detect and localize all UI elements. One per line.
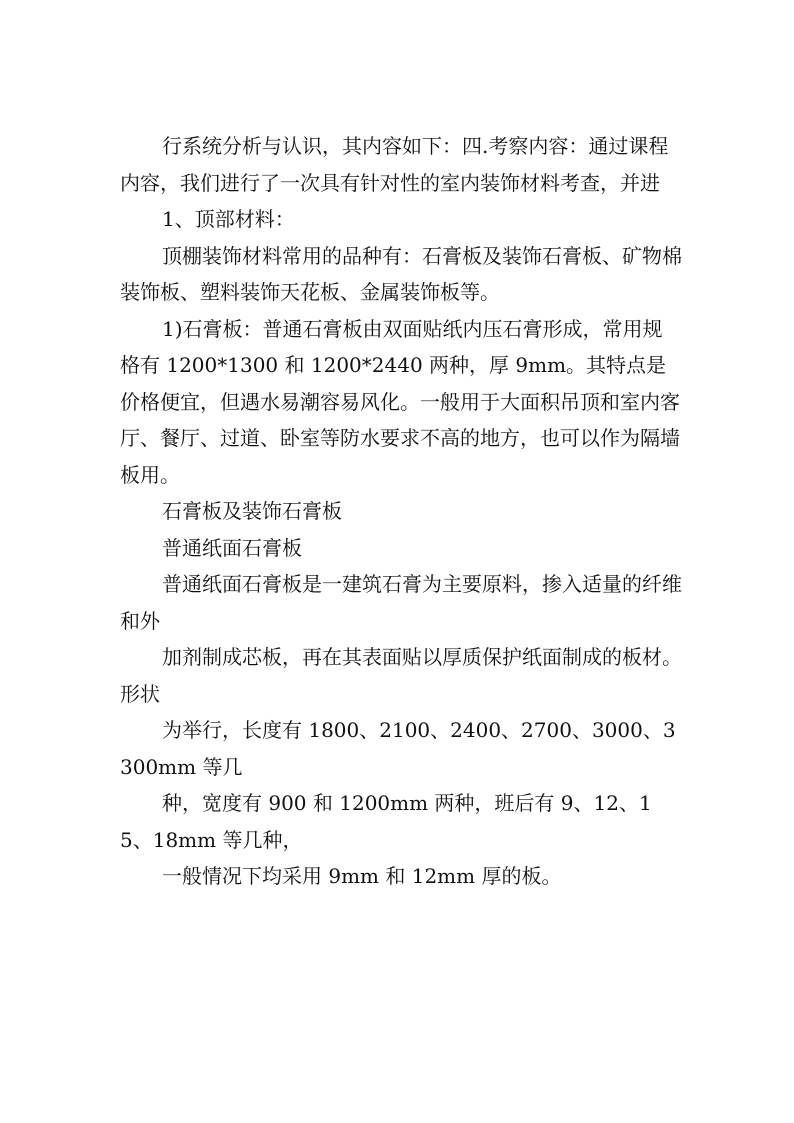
paragraph-paper-gypsum-line-5: 一般情况下均采用 9mm 和 12mm 厚的板。 [162,864,562,888]
paragraph-paper-gypsum-line-2: 加剂制成芯板，再在其表面贴以厚质保护纸面制成的板材。形状 [120,645,682,706]
paragraph-paper-gypsum-line-4: 种，宽度有 900 和 1200mm 两种，班后有 9、12、15、18mm 等几种， [120,791,652,852]
paragraph-gypsum-board: 1)石膏板：普通石膏板由双面贴纸内压石膏形成，常用规格有 1200*1300 和 1200*2440 两种，厚 9mm。其特点是价格便宜，但遇水易潮容易风化。一般用于大面积吊顶和室内客厅、餐厅、过道、卧室等防水要求不高的地方，也可以作为隔墙板用。 [120,316,680,487]
paragraph-intro: 行系统分析与认识，其内容如下：四.考察内容：通过课程内容，我们进行了一次具有针对性的室内装饰材料考查，并进 [120,134,669,195]
paragraph-paper-gypsum-line-3: 为举行，长度有 1800、2100、2400、2700、3000、3300mm 等几 [120,718,676,779]
subheading-paper-gypsum: 普通纸面石膏板 [162,535,302,560]
paragraph-paper-gypsum-line-1: 普通纸面石膏板是一建筑石膏为主要原料，掺入适量的纤维和外 [120,572,682,633]
subheading-gypsum-decorative: 石膏板及装饰石膏板 [162,499,342,523]
heading-ceiling-materials: 1、顶部材料： [162,207,295,231]
document-body [120,128,682,895]
paragraph-ceiling-varieties: 顶棚装饰材料常用的品种有：石膏板及装饰石膏板、矿物棉装饰板、塑料装饰天花板、金属装饰板等。 [120,243,682,304]
